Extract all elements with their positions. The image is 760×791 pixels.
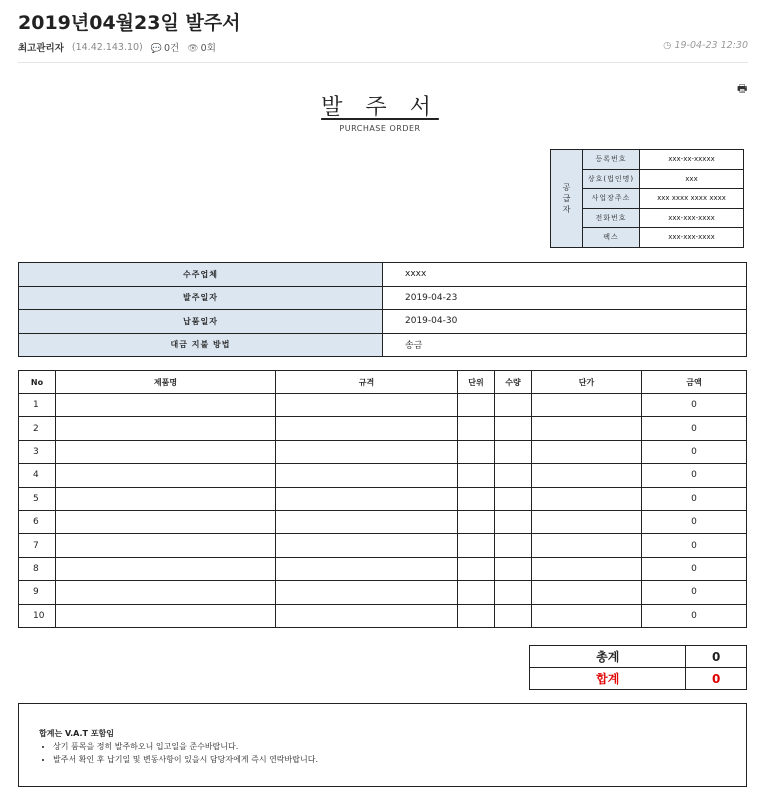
item-unit [458,440,495,463]
item-unit [458,604,495,627]
item-name [56,487,276,510]
item-qty [495,557,532,580]
item-amount: 0 [642,510,747,533]
supplier-value: xxx-xx-xxxxx [640,150,744,170]
notes-box [18,703,747,787]
table-row [19,417,747,440]
supplier-value: xxx [640,169,744,189]
item-price [532,510,642,533]
table-row [19,510,747,533]
order-label: 납품일자 [19,310,383,334]
item-qty [495,464,532,487]
table-row [19,487,747,510]
item-name [56,604,276,627]
item-qty [495,394,532,417]
item-price [532,394,642,417]
table-row [19,440,747,463]
item-name [56,440,276,463]
document-title [0,90,760,133]
order-label: 대금 지불 방법 [19,333,383,357]
item-name [56,581,276,604]
item-name [56,510,276,533]
item-name [56,394,276,417]
item-unit [458,581,495,604]
item-spec [276,557,458,580]
author-name[interactable]: 최고관리자 [18,43,64,54]
item-unit [458,510,495,533]
order-value: 송금 [383,333,747,357]
order-label: 발주일자 [19,286,383,310]
order-label: 수주업체 [19,263,383,287]
supplier-label: 등록번호 [583,150,640,170]
item-spec [276,394,458,417]
item-amount: 0 [642,534,747,557]
item-no: 6 [19,510,56,533]
supplier-label: 사업장주소 [583,189,640,209]
notes-item: • 상기 품목을 정히 발주하오니 입고일을 준수바랍니다. [53,740,318,753]
supplier-label: 전화번호 [583,208,640,228]
notes-item: • 발주서 확인 후 납기일 및 변동사항이 있을시 담당자에게 즉시 연락바랍니다. [53,753,318,766]
order-value: 2019-04-30 [383,310,747,334]
divider [18,62,748,63]
item-amount: 0 [642,417,747,440]
table-row [19,534,747,557]
post-date: ◷ 19-04-23 12:30 [663,40,748,51]
item-qty [495,487,532,510]
item-no: 2 [19,417,56,440]
eye-icon: 👁 [187,44,199,54]
item-unit [458,417,495,440]
item-unit [458,557,495,580]
supplier-table [550,149,744,248]
subtotal-value: 0 [686,646,747,668]
column-header: 규격 [276,371,458,394]
item-price [532,487,642,510]
item-amount: 0 [642,581,747,604]
column-header: 단가 [532,371,642,394]
item-no: 3 [19,440,56,463]
total-label: 합계 [530,668,686,690]
item-spec [276,417,458,440]
item-name [56,417,276,440]
post-meta [18,40,216,54]
supplier-value: xxx xxxx xxxx xxxx [640,189,744,209]
item-amount: 0 [642,557,747,580]
item-name [56,534,276,557]
item-price [532,534,642,557]
supplier-value: xxx-xxx-xxxx [640,208,744,228]
item-unit [458,394,495,417]
notes-heading: 합계는 V.A.T 포함임 [39,729,114,738]
item-spec [276,464,458,487]
item-amount: 0 [642,604,747,627]
item-amount: 0 [642,394,747,417]
item-spec [276,440,458,463]
column-header: 제품명 [56,371,276,394]
item-amount: 0 [642,464,747,487]
item-no: 9 [19,581,56,604]
item-price [532,417,642,440]
table-row [19,394,747,417]
column-header: No [19,371,56,394]
item-spec [276,487,458,510]
table-row [19,464,747,487]
item-unit [458,534,495,557]
notes-list [39,740,318,766]
item-amount: 0 [642,487,747,510]
order-value: xxxx [383,263,747,287]
supplier-value: xxx-xxx-xxxx [640,228,744,248]
total-value: 0 [686,668,747,690]
item-qty [495,604,532,627]
item-no: 7 [19,534,56,557]
item-spec [276,534,458,557]
item-price [532,464,642,487]
table-row [19,604,747,627]
supplier-label: 팩스 [583,228,640,248]
item-spec [276,581,458,604]
item-qty [495,440,532,463]
item-qty [495,510,532,533]
item-no: 8 [19,557,56,580]
subtotal-label: 총계 [530,646,686,668]
print-icon[interactable]: 🖶 [737,82,748,95]
item-name [56,464,276,487]
item-unit [458,464,495,487]
clock-icon: ◷ [663,40,675,51]
item-name [56,557,276,580]
item-spec [276,510,458,533]
table-row [19,557,747,580]
post-title: 2019년04월23일 발주서 [18,12,241,34]
item-no: 10 [19,604,56,627]
item-price [532,557,642,580]
item-price [532,604,642,627]
item-amount: 0 [642,440,747,463]
item-qty [495,534,532,557]
item-no: 5 [19,487,56,510]
column-header: 수량 [495,371,532,394]
supplier-side-label: 공 급 자 [551,150,583,248]
document-title-en: PURCHASE ORDER [339,124,421,133]
comment-icon: 💬 [150,44,162,54]
column-header: 금액 [642,371,747,394]
item-price [532,440,642,463]
items-table [18,370,747,628]
item-qty [495,417,532,440]
table-row [19,581,747,604]
item-no: 1 [19,394,56,417]
totals-table [529,645,747,690]
column-header: 단위 [458,371,495,394]
author-ip: (14.42.143.10) [71,41,143,53]
supplier-label: 상호(법인명) [583,169,640,189]
item-no: 4 [19,464,56,487]
document-title-ko: 발 주 서 [321,95,439,120]
item-qty [495,581,532,604]
order-value: 2019-04-23 [383,286,747,310]
item-price [532,581,642,604]
item-unit [458,487,495,510]
view-count: 👁 0회 [187,43,216,54]
order-info-table [18,262,747,357]
item-spec [276,604,458,627]
comment-count: 💬 0건 [150,43,180,54]
